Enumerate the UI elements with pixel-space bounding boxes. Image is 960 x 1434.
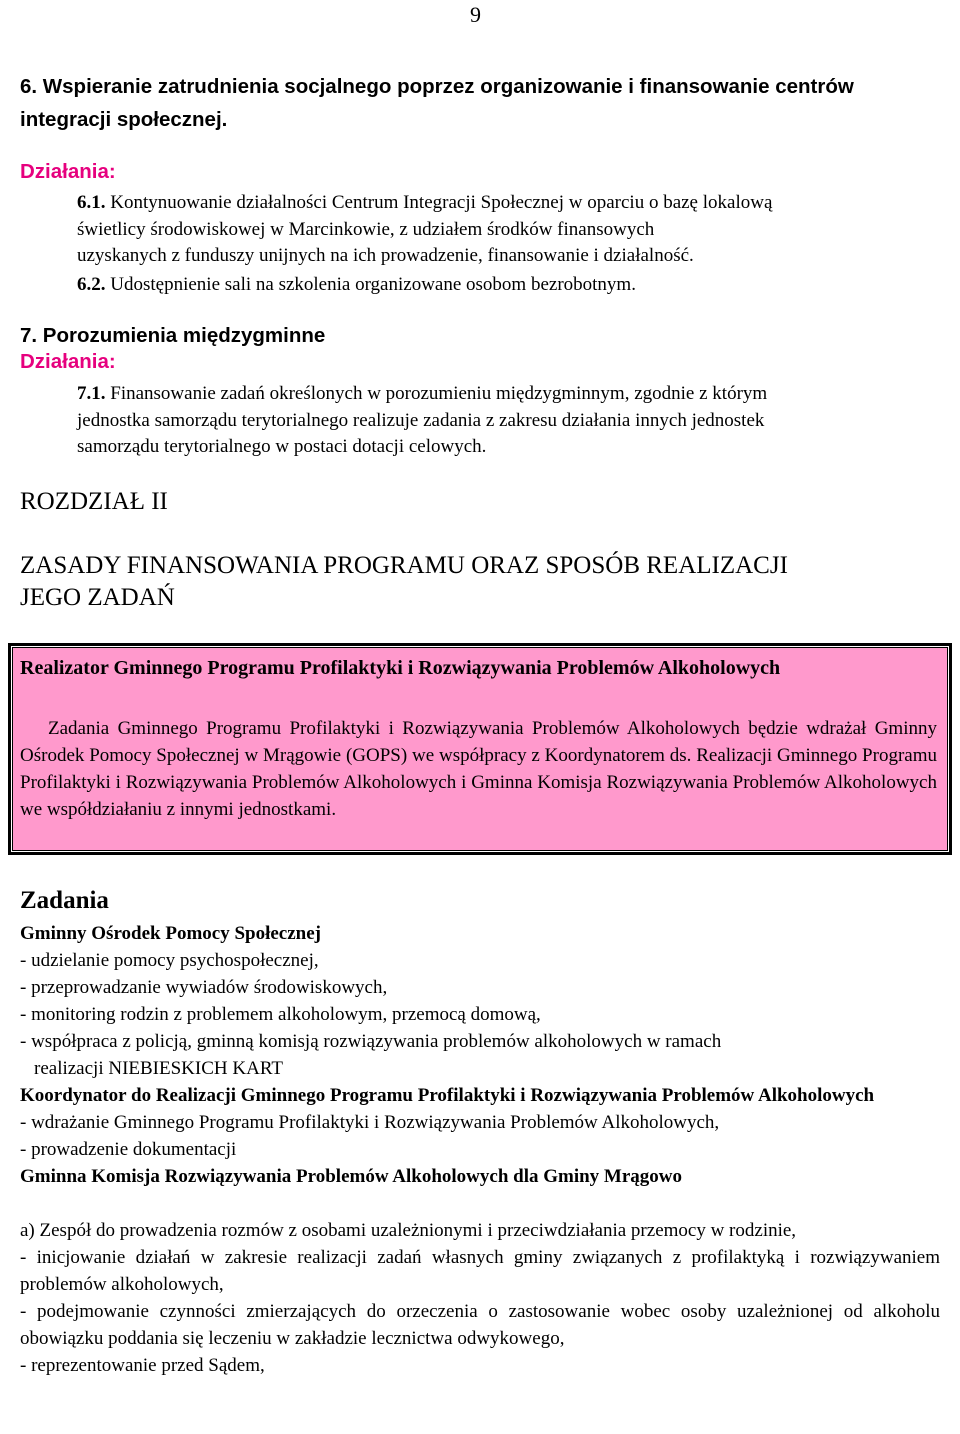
section-6-item-2	[77, 272, 947, 299]
item-number: 6.2.	[77, 274, 106, 295]
tasks-list	[20, 920, 940, 1379]
item-number: 6.1.	[77, 192, 106, 213]
list-item: - udzielanie pomocy psychospołecznej,	[20, 950, 319, 971]
chapter-label: ROZDZIAŁ II	[20, 488, 168, 515]
item-text: Kontynuowanie działalności Centrum Integracji Społecznej w oparciu o bazę lokalową	[110, 192, 773, 213]
gops-heading: Gminny Ośrodek Pomocy Społecznej	[20, 923, 322, 944]
page-number: 9	[470, 2, 481, 27]
item-text: świetlicy środowiskowej w Marcinkowie, z udziałem środków finansowych	[77, 218, 655, 240]
list-item: - monitoring rodzin z problemem alkoholowym, przemocą domową,	[20, 1004, 541, 1025]
realizator-body	[20, 715, 937, 823]
chapter-title-line: JEGO ZADAŃ	[20, 584, 175, 611]
list-item: - współpraca z policją, gminną komisją rozwiązywania problemów alkoholowych w ramach	[20, 1031, 722, 1052]
item-text: samorządu terytorialnego w postaci dotacji celowych.	[77, 436, 487, 457]
list-item: a) Zespół do prowadzenia rozmów z osobami uzależnionymi i przeciwdziałania przemocy w rodzinie,	[20, 1220, 797, 1241]
section-6-actions-label: Działania:	[20, 160, 116, 183]
section-7-title: 7. Porozumienia międzygminne	[20, 324, 326, 347]
item-text: Finansowanie zadań określonych w porozumieniu międzygminnym, zgodnie z którym	[110, 383, 768, 404]
section-6-item-1	[77, 190, 947, 270]
tasks-heading: Zadania	[20, 887, 109, 914]
list-item: - reprezentowanie przed Sądem,	[20, 1355, 265, 1376]
list-item: - inicjowanie działań w zakresie realizacji zadań własnych gminy związanych z profilaktyką i rozwiązywaniem problemów alkoholowych,	[20, 1247, 940, 1295]
list-item-continuation: realizacji NIEBIESKICH KART	[34, 1058, 283, 1079]
section-6-title: 6. Wspieranie zatrudnienia socjalnego poprzez organizowanie i finansowanie centrów integracji społecznej.	[20, 75, 854, 131]
section-7-item-1	[77, 381, 947, 461]
list-item: - prowadzenie dokumentacji	[20, 1139, 237, 1160]
section-7-actions-label: Działania:	[20, 350, 116, 373]
list-item: - wdrażanie Gminnego Programu Profilaktyki i Rozwiązywania Problemów Alkoholowych,	[20, 1112, 720, 1133]
item-text: Udostępnienie sali na szkolenia organizowane osobom bezrobotnym.	[110, 274, 636, 295]
item-text: uzyskanych z funduszy unijnych na ich prowadzenie, finansowanie i działalność.	[77, 245, 694, 266]
item-text: jednostka samorządu terytorialnego realizuje zadania z zakresu działania innych jednostek	[77, 409, 765, 431]
list-item: - podejmowanie czynności zmierzających do orzeczenia o zastosowanie wobec osoby uzależnionej od alkoholu obowiązku poddania się leczeniu w zakładzie lecznictwa odwykowego,	[20, 1301, 940, 1349]
coordinator-heading: Koordynator do Realizacji Gminnego Programu Profilaktyki i Rozwiązywania Problemów Alkoholowych	[20, 1085, 875, 1106]
item-number: 7.1.	[77, 383, 106, 404]
chapter-title-line: ZASADY FINANSOWANIA PROGRAMU ORAZ SPOSÓB REALIZACJI	[20, 552, 788, 579]
commission-heading: Gminna Komisja Rozwiązywania Problemów Alkoholowych dla Gminy Mrągowo	[20, 1166, 683, 1187]
chapter-title	[20, 550, 950, 614]
realizator-body-text: Zadania Gminnego Programu Profilaktyki i Rozwiązywania Problemów Alkoholowych będzie wdrażał Gminny Ośrodek Pomocy Społecznej w Mrągowie (GOPS) we współpracy z Koordynatorem ds. Realizacji Gminnego Programu Profilaktyki i Rozwiązywania Problemów Alkoholowych i Gminna Komisja Rozwiązywania Problemów Alkoholowych we współdziałaniu z innymi jednostkami.	[20, 718, 937, 820]
realizator-heading: Realizator Gminnego Programu Profilaktyki i Rozwiązywania Problemów Alkoholowych	[20, 657, 781, 679]
list-item: - przeprowadzanie wywiadów środowiskowych,	[20, 977, 388, 998]
